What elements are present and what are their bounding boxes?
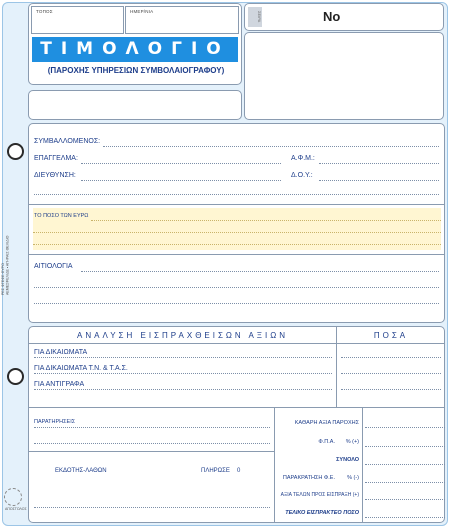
totals-divider: [362, 407, 363, 523]
issuer-blank-box[interactable]: [28, 90, 242, 120]
punch-hole-bottom-icon: [7, 368, 24, 385]
analysis-column-divider: [336, 327, 337, 407]
amount-words-label: ΤΟ ΠΟΣΟ ΤΩΝ ΕΥΡΩ: [34, 213, 89, 219]
withholding-pct-label: % (-): [347, 475, 359, 481]
paid-value: 0: [237, 468, 241, 474]
analysis-row-1-line: [34, 357, 332, 358]
afm-line[interactable]: [319, 163, 439, 164]
side-imprint: [1, 215, 25, 295]
notes-line-2[interactable]: [34, 443, 270, 444]
amount-separator: [29, 254, 444, 255]
fees-label: ΑΞΙΑ ΤΕΛΩΝ ΠΡΟΣ ΕΙΣΠΡΑΞΗ (+): [280, 492, 359, 498]
withholding-value-cell[interactable]: [365, 482, 445, 483]
side-imprint-line2: ΑΕΜΕΣΦΕΛΙΔΕ • ΑΓΗΡΑΙΣ ΘΕΛΙΔΙΟ: [5, 235, 10, 295]
reason-label: ΑΙΤΙΟΛΟΓΙΑ: [34, 263, 73, 270]
date-field[interactable]: [125, 6, 239, 34]
analysis-row-3-amount[interactable]: [341, 389, 441, 390]
stamp-area[interactable]: [244, 32, 444, 120]
analysis-row-3-label: ΓΙΑ ΑΝΤΙΓΡΑΦΑ: [34, 381, 85, 388]
place-label: ΤΟΠΟΣ: [36, 9, 53, 14]
analysis-bottom-separator: [29, 407, 444, 408]
punch-hole-top-icon: [7, 143, 24, 160]
analysis-row-1-amount[interactable]: [341, 357, 441, 358]
notes-line-1[interactable]: [34, 427, 270, 428]
net-value-label: ΚΑΘΑΡΗ ΑΞΙΑ ΠΑΡΟΧΗΣ: [294, 420, 359, 426]
reason-line-1[interactable]: [81, 271, 439, 272]
paid-label: ΠΛΗΡΩΣΕ: [201, 468, 230, 474]
analysis-row-1-label: ΓΙΑ ΔΙΚΑΙΩΜΑΤΑ: [34, 349, 88, 356]
client-separator: [29, 204, 444, 205]
reason-line-3[interactable]: [34, 303, 439, 304]
place-field[interactable]: [31, 6, 124, 34]
sum-label: ΣΥΝΟΛΟ: [336, 457, 359, 463]
amount-line-2: [33, 232, 441, 233]
analysis-row-2-label: ΓΙΑ ΔΙΚΑΙΩΜΑΤΑ Τ.Ν. & Τ.Α.Σ.: [34, 365, 128, 372]
notes-label: ΠΑΡΑΤΗΡΗΣΕΙΣ: [34, 419, 76, 425]
analysis-header-separator: [29, 343, 444, 344]
profession-label: ΕΠΑΓΓΕΛΜΑ:: [34, 155, 78, 162]
address-extra-line[interactable]: [34, 194, 439, 195]
invoice-subtitle: (ΠΑΡΟΧΗΣ ΥΠΗΡΕΣΙΩΝ ΣΥΜΒΟΛΑΙΟΓΡΑΦΟΥ): [47, 66, 225, 75]
final-amount-cell[interactable]: [365, 517, 445, 518]
logo-text: ΑΠΟΣΤΟΛΟΣ: [5, 507, 27, 511]
analysis-heading: ΑΝΑΛΥΣΗ ΕΙΣΠΡΑΧΘΕΙΣΩΝ ΑΞΙΩΝ: [77, 331, 288, 340]
analysis-section: [28, 326, 445, 523]
analysis-row-2-amount[interactable]: [341, 373, 441, 374]
sum-value-cell[interactable]: [365, 464, 445, 465]
notes-bottom-separator: [29, 451, 274, 452]
net-value-cell[interactable]: [365, 427, 445, 428]
number-label: No: [323, 9, 341, 24]
publisher-logo-icon: [4, 488, 22, 506]
amount-line-1: [91, 220, 441, 221]
vat-pct-label: % (+): [345, 439, 359, 445]
address-line[interactable]: [81, 180, 281, 181]
invoice-number-box[interactable]: [244, 3, 444, 31]
vat-label: Φ.Π.Α.: [318, 439, 335, 445]
contracting-party-label: ΣΥΜΒΑΛΛΟΜΕΝΟΣ:: [34, 138, 101, 145]
doy-label: Δ.Ο.Υ.:: [291, 172, 313, 179]
reason-line-2[interactable]: [34, 287, 439, 288]
series-tag: ΣΕΙΡΑ: [248, 7, 262, 27]
fees-value-cell[interactable]: [365, 499, 445, 500]
withholding-label: ΠΑΡΑΚΡΑΤΗΣΗ Φ.Ε.: [282, 475, 335, 481]
afm-label: Α.Φ.Μ.:: [291, 155, 315, 162]
doy-line[interactable]: [319, 180, 439, 181]
address-label: ΔΙΕΥΘΥΝΣΗ:: [34, 172, 76, 179]
date-label: ΗΜΕΡ/ΝΙΑ: [130, 9, 154, 14]
invoice-title: ΤΙΜΟΛΟΓΙΟ: [32, 37, 238, 62]
amounts-heading: ΠΟΣΑ: [373, 331, 409, 340]
client-section: [28, 123, 445, 323]
notes-divider: [274, 407, 275, 523]
side-imprint-line1: ΡΕΣ ΦΓΕΦΕ ΦΥΡΟ: [1, 263, 5, 295]
analysis-row-3-line: [34, 389, 332, 390]
contracting-party-line[interactable]: [103, 146, 439, 147]
header-panel: [28, 3, 242, 85]
profession-line[interactable]: [81, 163, 281, 164]
final-amount-label: ΤΕΛΙΚΟ ΕΙΣΠΡΑΚΤΕΟ ΠΟΣΟ: [285, 510, 359, 516]
publisher-label: ΕΚΔΟΤΗΣ-ΛΑΘΩΝ: [55, 468, 107, 474]
analysis-row-2-line: [34, 373, 332, 374]
signature-line[interactable]: [34, 507, 270, 508]
vat-value-cell[interactable]: [365, 446, 445, 447]
amount-line-3: [33, 244, 441, 245]
